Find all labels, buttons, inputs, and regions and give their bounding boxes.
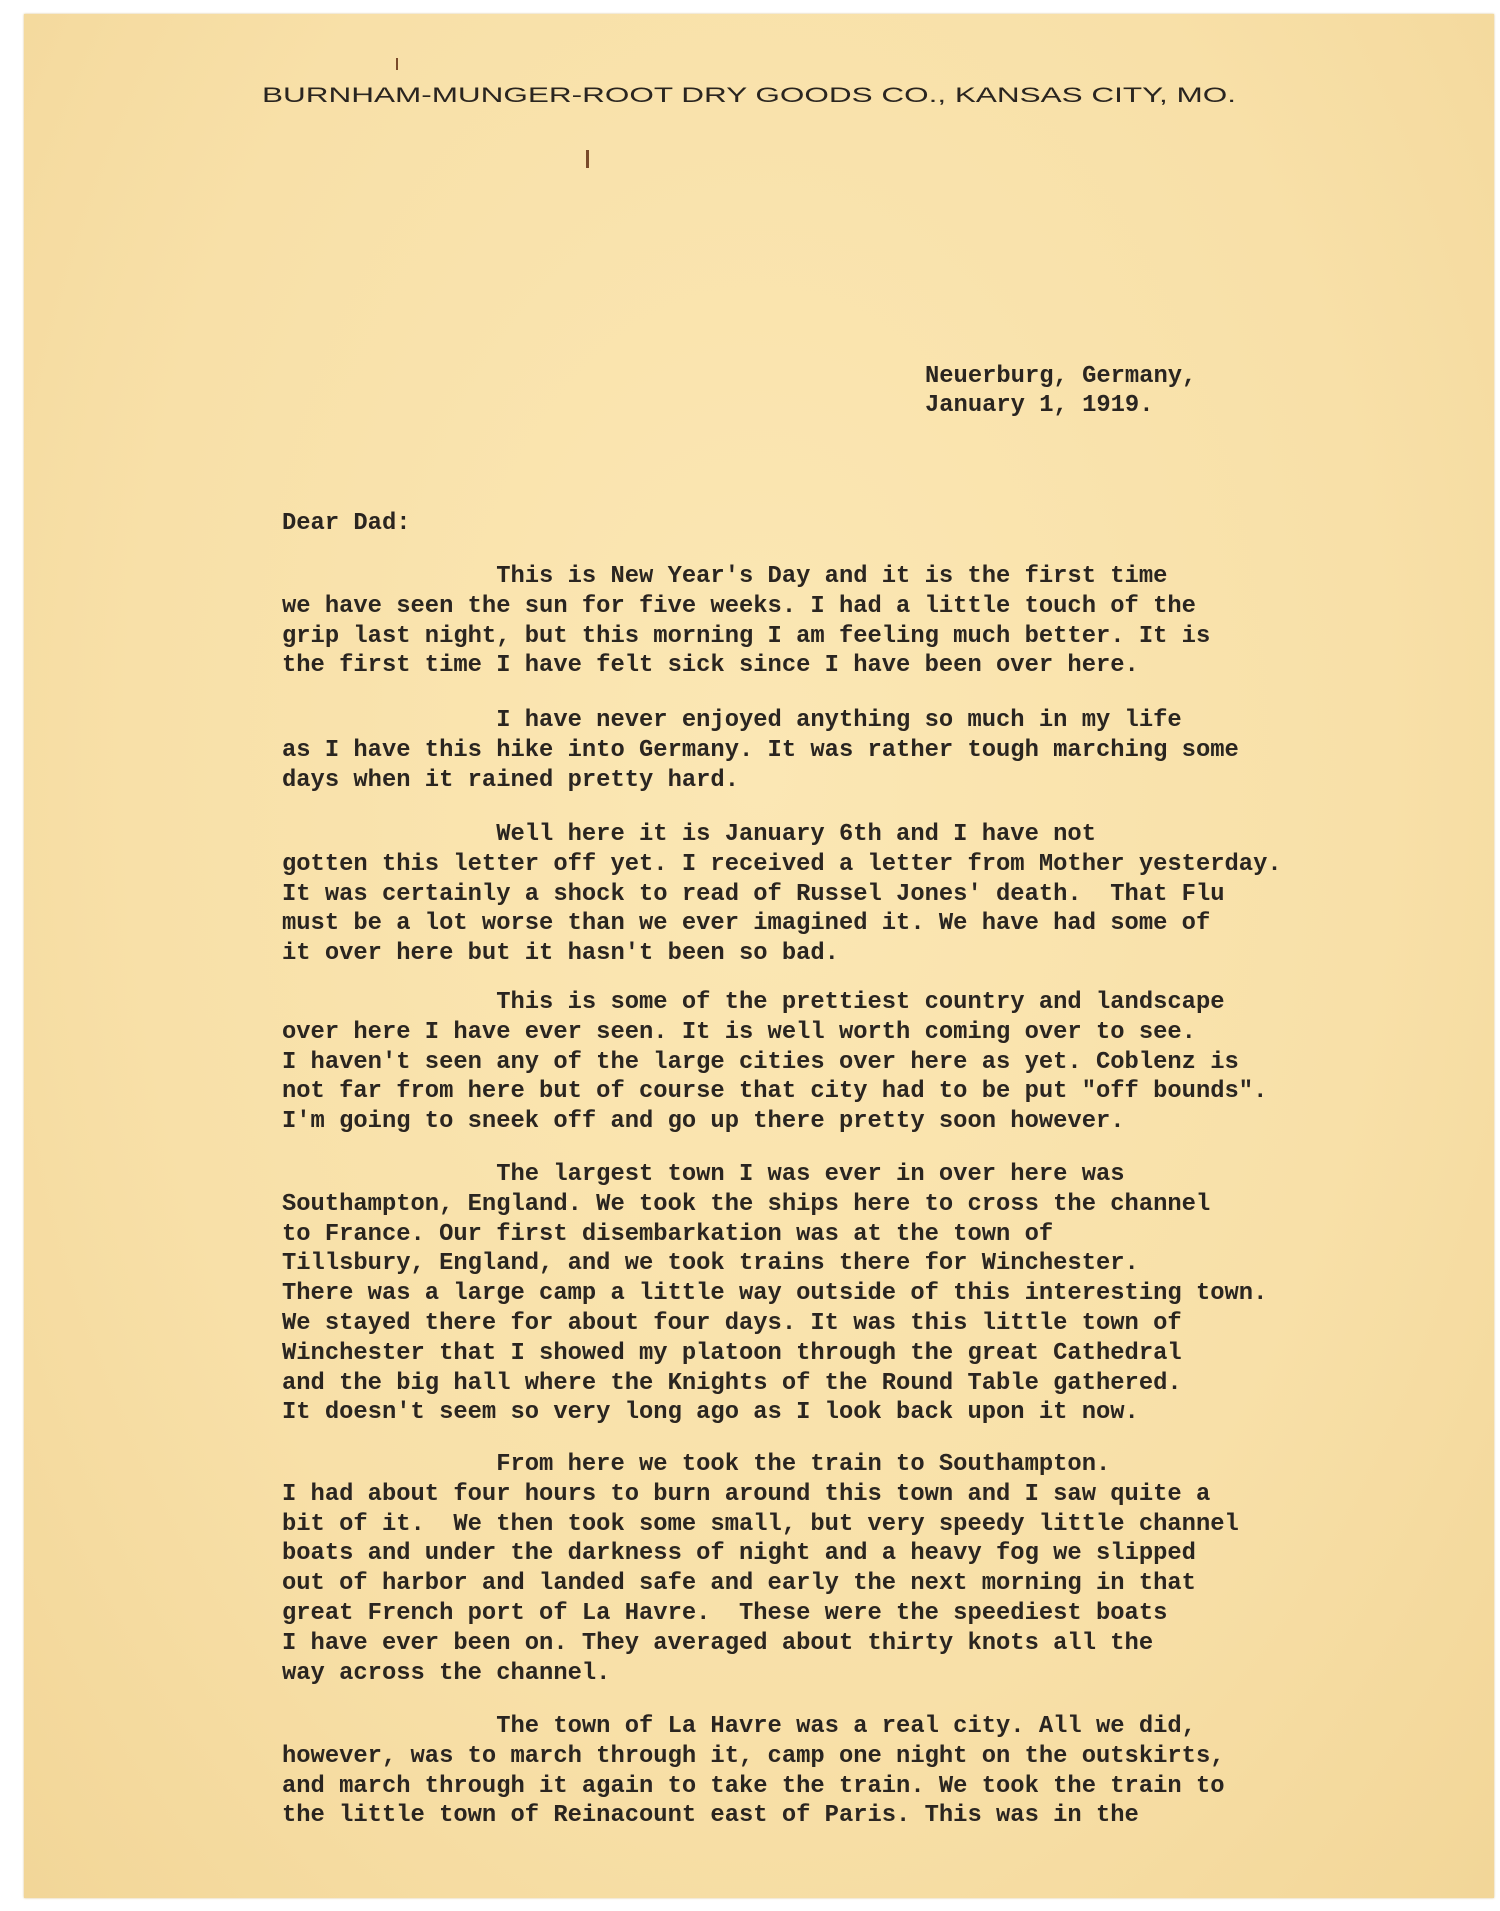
text-line: I have never enjoyed anything so much in my life — [282, 707, 1182, 734]
text-line: Well here it is January 6th and I have not — [282, 821, 1096, 848]
text-line: and the big hall where the Knights of the Round Table gathered. — [282, 1369, 1182, 1397]
date-line: January 1, 1919. — [925, 392, 1154, 419]
text-line: This is some of the prettiest country and landscape — [282, 989, 1225, 1016]
letterhead-text: BURNHAM-MUNGER-ROOT DRY GOODS CO., KANSAS CITY, MO. — [262, 84, 1236, 107]
text-line: it over here but it hasn't been so bad. — [282, 940, 839, 968]
text-line: We stayed there for about four days. It was this little town of — [282, 1309, 1182, 1337]
text-line: not far from here but of course that city had to be put "off bounds". — [282, 1078, 1268, 1106]
text-line: The largest town I was ever in over here was — [282, 1161, 1125, 1188]
text-line: however, was to march through it, camp one night on the outskirts, — [282, 1742, 1225, 1770]
text-line: boats and under the darkness of night and a heavy fog we slipped — [282, 1540, 1196, 1568]
text-line: days when it rained pretty hard. — [282, 766, 739, 794]
text-line: Southampton, England. We took the ships here to cross the channel — [282, 1190, 1211, 1218]
paragraph — [282, 1160, 1267, 1428]
text-line: From here we took the train to Southampton. — [282, 1451, 1111, 1478]
text-line: the little town of Reinacount east of Paris. This was in the — [282, 1802, 1139, 1830]
text-line: Tillsbury, England, and we took trains there for Winchester. — [282, 1250, 1139, 1278]
paragraph — [282, 562, 1210, 681]
ink-mark — [586, 150, 589, 168]
text-line: bit of it. We then took some small, but very speedy little channel — [282, 1510, 1239, 1538]
text-line: as I have this hike into Germany. It was rather tough marching some — [282, 736, 1239, 764]
text-line: out of harbor and landed safe and early the next morning in that — [282, 1570, 1196, 1598]
text-line: great French port of La Havre. These were the speediest boats — [282, 1599, 1168, 1627]
text-line: This is New Year's Day and it is the first time — [282, 563, 1168, 590]
text-line: to France. Our first disembarkation was at the town of — [282, 1220, 1054, 1248]
text-line: The town of La Havre was a real city. All we did, — [282, 1713, 1196, 1740]
text-line: There was a large camp a little way outside of this interesting town. — [282, 1280, 1268, 1308]
text-line: and march through it again to take the train. We took the train to — [282, 1772, 1225, 1800]
text-line: gotten this letter off yet. I received a letter from Mother yesterday. — [282, 850, 1282, 878]
text-line: we have seen the sun for five weeks. I had a little touch of the — [282, 592, 1196, 620]
ink-mark — [396, 58, 398, 70]
paragraph — [282, 1450, 1239, 1688]
text-line: I haven't seen any of the large cities over here as yet. Coblenz is — [282, 1048, 1239, 1076]
place-line: Neuerburg, Germany, — [925, 363, 1197, 390]
text-line: way across the channel. — [282, 1659, 611, 1687]
text-line: I have ever been on. They averaged about thirty knots all the — [282, 1629, 1154, 1657]
paragraph — [282, 820, 1282, 969]
text-line: must be a lot worse than we ever imagined it. We have had some of — [282, 910, 1211, 938]
text-line: over here I have ever seen. It is well worth coming over to see. — [282, 1018, 1196, 1046]
paragraph — [282, 1712, 1225, 1831]
text-line: It was certainly a shock to read of Russel Jones' death. That Flu — [282, 880, 1225, 908]
paragraph — [282, 988, 1267, 1137]
text-line: I had about four hours to burn around this town and I saw quite a — [282, 1480, 1211, 1508]
text-line: It doesn't seem so very long ago as I look back upon it now. — [282, 1399, 1139, 1427]
text-line: I'm going to sneek off and go up there pretty soon however. — [282, 1108, 1125, 1136]
text-line: Winchester that I showed my platoon through the great Cathedral — [282, 1339, 1182, 1367]
text-line: grip last night, but this morning I am feeling much better. It is — [282, 622, 1211, 650]
salutation: Dear Dad: — [282, 510, 411, 537]
letterhead — [262, 80, 1242, 110]
text-line: the first time I have felt sick since I have been over here. — [282, 652, 1139, 680]
paragraph — [282, 706, 1239, 795]
